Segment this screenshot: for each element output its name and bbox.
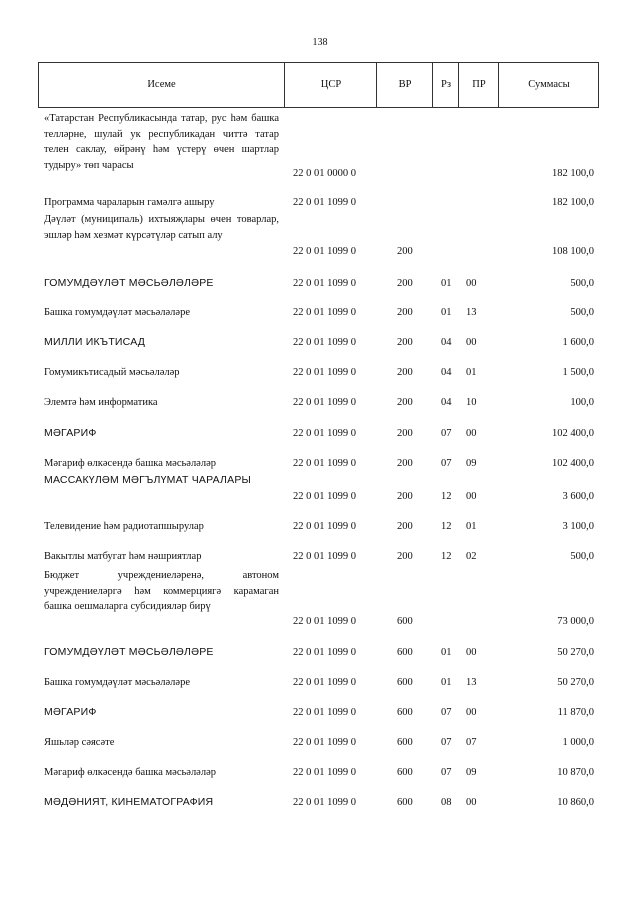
row-vr: 600 — [397, 767, 413, 778]
row-name: МАССАКҮЛӘМ МӘГЪЛҮМАТ ЧАРАЛАРЫ — [44, 474, 252, 486]
row-sum: 3 600,0 — [562, 491, 594, 502]
row-sum: 11 870,0 — [557, 707, 594, 718]
row-rz: 12 — [441, 551, 452, 562]
row-rz: 04 — [441, 367, 452, 378]
row-name: Дәүләт (муниципаль) ихтыяҗлары өчен товарлар, эшләр һәм хезмәт күрсәтүләр сатып алу — [44, 214, 279, 241]
row-vr: 200 — [397, 428, 413, 439]
row-sum: 102 400,0 — [552, 458, 594, 469]
row-vr: 600 — [397, 737, 413, 748]
row-sum: 50 270,0 — [557, 647, 594, 658]
row-rz: 04 — [441, 337, 452, 348]
row-rz: 08 — [441, 797, 452, 808]
row-pr: 00 — [466, 647, 477, 658]
header-name: Исеме — [147, 79, 176, 90]
row-rz: 07 — [441, 428, 452, 439]
row-csr: 22 0 01 1099 0 — [293, 458, 356, 469]
row-vr: 600 — [397, 797, 413, 808]
row-rz: 01 — [441, 278, 452, 289]
row-pr: 00 — [466, 278, 477, 289]
row-csr: 22 0 01 1099 0 — [293, 616, 356, 627]
row-rz: 07 — [441, 767, 452, 778]
row-pr: 01 — [466, 521, 477, 532]
row-pr: 00 — [466, 491, 477, 502]
row-name: Элемтә һәм информатика — [44, 397, 158, 408]
row-csr: 22 0 01 1099 0 — [293, 397, 356, 408]
row-sum: 100,0 — [570, 397, 594, 408]
row-sum: 108 100,0 — [552, 246, 594, 257]
row-rz: 01 — [441, 677, 452, 688]
row-rz: 04 — [441, 397, 452, 408]
row-csr: 22 0 01 1099 0 — [293, 337, 356, 348]
row-csr: 22 0 01 1099 0 — [293, 797, 356, 808]
row-rz: 12 — [441, 491, 452, 502]
row-name: Бюджет учреждениеләренә, автоном учреждениеләргә һәм коммерциягә карамаган башка оешмаларга субсидияләр бирү — [44, 570, 279, 612]
row-csr: 22 0 01 1099 0 — [293, 246, 356, 257]
row-vr: 200 — [397, 367, 413, 378]
row-csr: 22 0 01 0000 0 — [293, 168, 356, 179]
row-rz: 01 — [441, 647, 452, 658]
row-pr: 02 — [466, 551, 477, 562]
row-csr: 22 0 01 1099 0 — [293, 491, 356, 502]
header-vr: ВР — [376, 63, 433, 107]
row-name: МИЛЛИ ИКЪТИСАД — [44, 336, 146, 348]
row-pr: 01 — [466, 367, 477, 378]
row-pr: 00 — [466, 707, 477, 718]
row-vr: 200 — [397, 278, 413, 289]
row-vr: 600 — [397, 647, 413, 658]
row-csr: 22 0 01 1099 0 — [293, 737, 356, 748]
row-pr: 00 — [466, 797, 477, 808]
row-sum: 182 100,0 — [552, 168, 594, 179]
row-vr: 200 — [397, 337, 413, 348]
row-pr: 00 — [466, 337, 477, 348]
row-name: Программа чараларын гамәлгә ашыру — [44, 197, 215, 208]
row-pr: 07 — [466, 737, 477, 748]
row-name: Мәгариф өлкәсендә башка мәсьәләләр — [44, 458, 216, 469]
header-sum: Суммасы — [498, 63, 599, 107]
row-name: Мәгариф өлкәсендә башка мәсьәләләр — [44, 767, 216, 778]
row-pr: 10 — [466, 397, 477, 408]
row-name: Башка гомумдәүләт мәсьәләләре — [44, 677, 190, 688]
row-name: Телевидение һәм радиотапшырулар — [44, 521, 204, 532]
row-csr: 22 0 01 1099 0 — [293, 367, 356, 378]
row-name: МӘГАРИФ — [44, 427, 97, 439]
row-pr: 09 — [466, 458, 477, 469]
row-rz: 07 — [441, 707, 452, 718]
page-number: 138 — [312, 37, 328, 48]
row-rz: 07 — [441, 737, 452, 748]
row-csr: 22 0 01 1099 0 — [293, 707, 356, 718]
row-name: ГОМУМДӘҮЛӘТ МӘСЬӘЛӘЛӘРЕ — [44, 646, 214, 658]
row-name: МӘГАРИФ — [44, 706, 97, 718]
row-name: МӘДӘНИЯТ, КИНЕМАТОГРАФИЯ — [44, 796, 214, 808]
row-csr: 22 0 01 1099 0 — [293, 278, 356, 289]
row-name: Башка гомумдәүләт мәсьәләләре — [44, 307, 190, 318]
row-sum: 500,0 — [570, 551, 594, 562]
row-vr: 200 — [397, 491, 413, 502]
row-sum: 10 860,0 — [557, 797, 594, 808]
row-sum: 500,0 — [570, 307, 594, 318]
row-pr: 13 — [466, 307, 477, 318]
row-vr: 200 — [397, 397, 413, 408]
row-sum: 500,0 — [570, 278, 594, 289]
row-vr: 200 — [397, 307, 413, 318]
header-rz: Рз — [432, 63, 459, 107]
row-rz: 01 — [441, 307, 452, 318]
row-name: Яшьләр сәясәте — [44, 737, 115, 748]
row-pr: 00 — [466, 428, 477, 439]
row-pr: 13 — [466, 677, 477, 688]
row-rz: 07 — [441, 458, 452, 469]
row-sum: 10 870,0 — [557, 767, 594, 778]
row-sum: 50 270,0 — [557, 677, 594, 688]
row-vr: 600 — [397, 616, 413, 627]
row-csr: 22 0 01 1099 0 — [293, 647, 356, 658]
row-sum: 1 500,0 — [562, 367, 594, 378]
row-csr: 22 0 01 1099 0 — [293, 197, 356, 208]
row-vr: 600 — [397, 677, 413, 688]
row-csr: 22 0 01 1099 0 — [293, 307, 356, 318]
row-name: Гомумикътисадый мәсьәләләр — [44, 367, 180, 378]
row-sum: 1 600,0 — [562, 337, 594, 348]
row-name: Вакытлы матбугат һәм нәшриятлар — [44, 551, 202, 562]
row-vr: 200 — [397, 521, 413, 532]
row-vr: 200 — [397, 246, 413, 257]
row-csr: 22 0 01 1099 0 — [293, 428, 356, 439]
row-sum: 182 100,0 — [552, 197, 594, 208]
row-csr: 22 0 01 1099 0 — [293, 521, 356, 532]
row-sum: 102 400,0 — [552, 428, 594, 439]
row-sum: 1 000,0 — [562, 737, 594, 748]
row-csr: 22 0 01 1099 0 — [293, 551, 356, 562]
row-sum: 3 100,0 — [562, 521, 594, 532]
row-csr: 22 0 01 1099 0 — [293, 677, 356, 688]
row-csr: 22 0 01 1099 0 — [293, 767, 356, 778]
header-pr: ПР — [458, 63, 499, 107]
row-vr: 200 — [397, 551, 413, 562]
row-vr: 200 — [397, 458, 413, 469]
row-name: «Татарстан Республикасында татар, рус һәм башка телләрне, шулай ук республикадан читтә татар телен саклау, өйрәнү һәм үстерү өчен шартлар тудыру» төп чарасы — [44, 113, 279, 171]
row-sum: 73 000,0 — [557, 616, 594, 627]
row-pr: 09 — [466, 767, 477, 778]
row-rz: 12 — [441, 521, 452, 532]
header-csr: ЦСР — [284, 63, 377, 107]
row-name: ГОМУМДӘҮЛӘТ МӘСЬӘЛӘЛӘРЕ — [44, 277, 214, 289]
row-vr: 600 — [397, 707, 413, 718]
